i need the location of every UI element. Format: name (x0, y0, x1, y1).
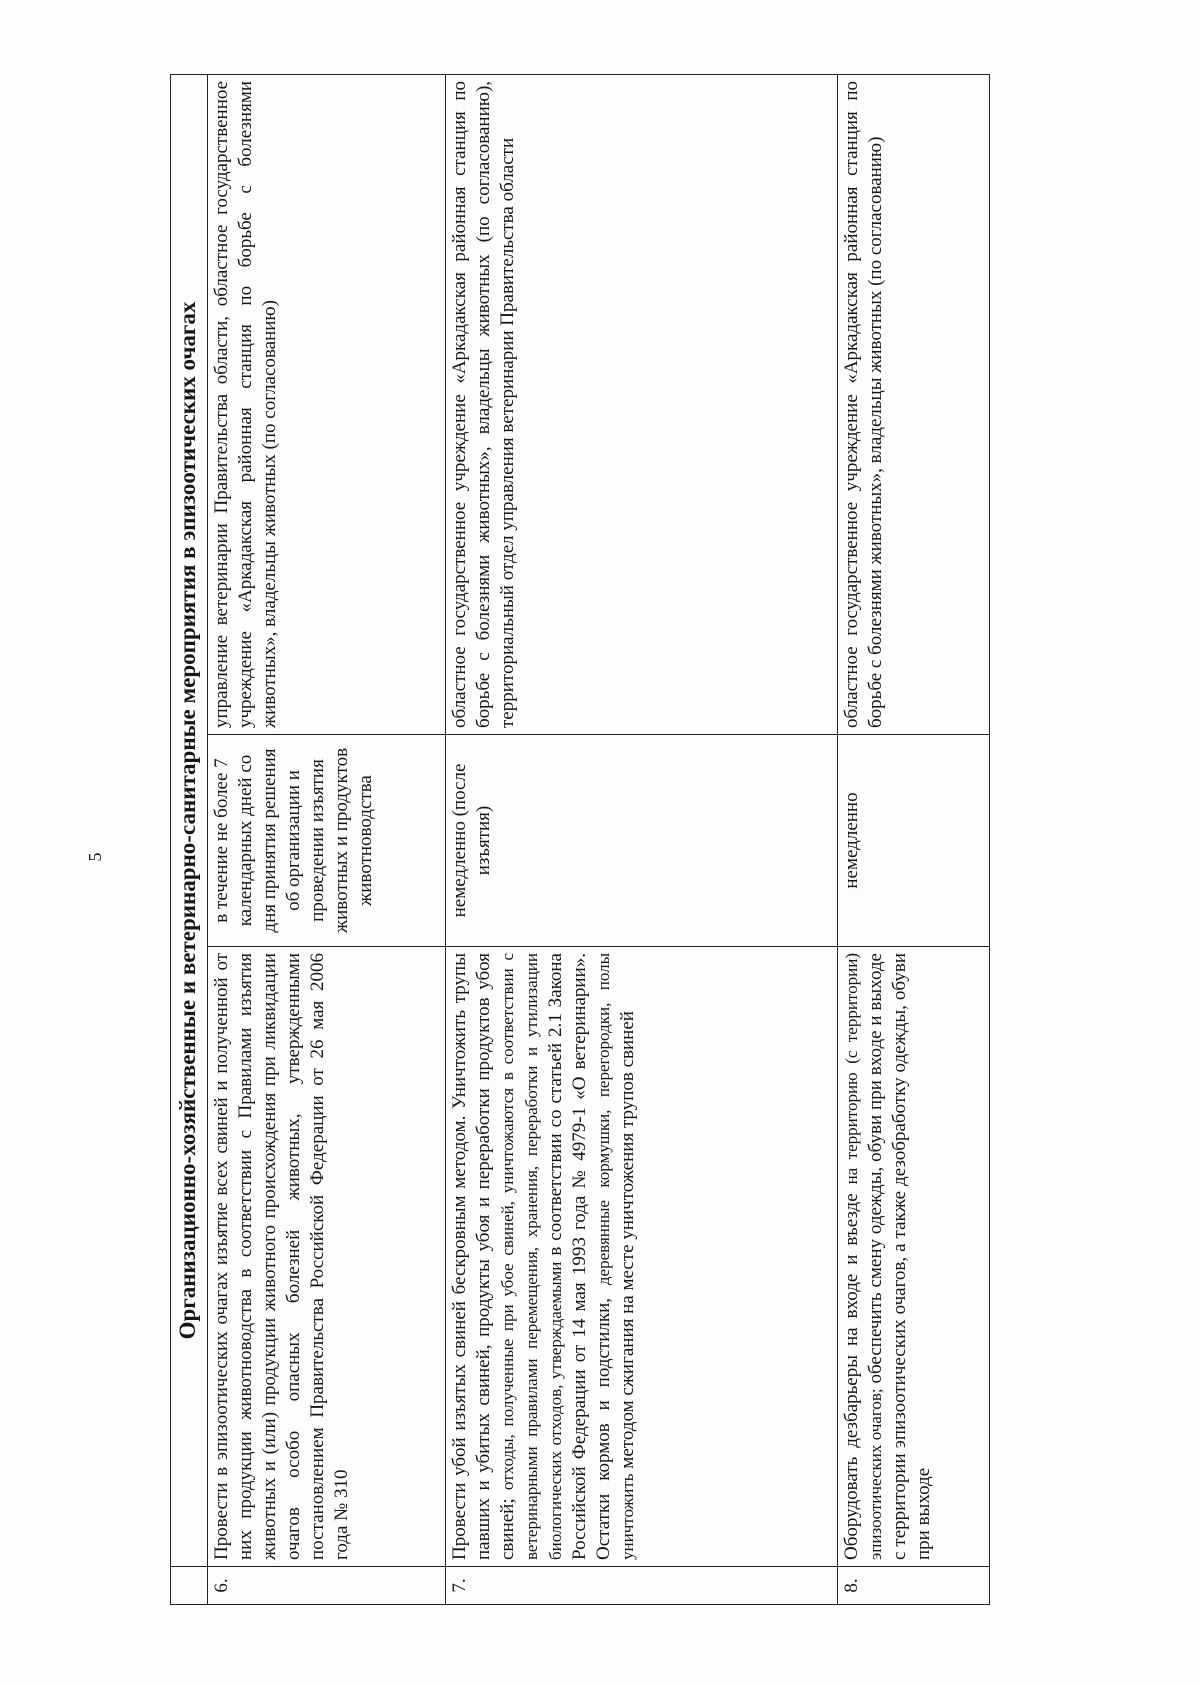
activity-text: в соответствии со статьей 2.1 Закона Российской Федерации от 14 мая 1993 года № 4979-1 «О ветеринарии». Остатки кормов и подстилки, (544, 953, 614, 1560)
responsible-cell: областное государственное учреждение «Аркадакская районная станция по борьбе с болезнями животных», владельцы животных (по согласованию), территориальный отдел управления ветеринарии Правительства области (446, 74, 838, 734)
activity-text: отходы, полученные при убое свиней, уничтожаются в соответствии с ветеринарными правилами перемещения, хранения, переработки и утилизации биологических отходов, утверждаемыми (497, 953, 565, 1560)
activity-text: на территорию (с территории) эпизоотических очагов; (842, 953, 885, 1560)
row-number: 8. (838, 1567, 990, 1605)
activity-text: обеспечить смену одежды, обуви при входе и выходе с территории эпизоотических очагов, а также дезобработку одежды, обуви при выходе (864, 953, 934, 1560)
measures-table-container (170, 75, 990, 1605)
activity-cell: Провести в эпизоотических очагах изъятие всех свиней и полученной от них продукции животноводства в соответствии с Правилами изъятия животных и (или) продукции животного происхождения при ликвидации очагов особо опасных болезней животных, утвержденными постановлением Правительства Российской Федерации от 26 мая 2006 года № 310 (208, 947, 446, 1567)
activity-text: методом сжигания на месте уничтожения трупов свиней (616, 1011, 638, 1474)
deadline-cell: немедленно (838, 735, 990, 947)
table-row (838, 74, 990, 1604)
responsible-cell: областное государственное учреждение «Аркадакская районная станция по борьбе с болезнями животных», владельцы животных (по согласованию) (838, 74, 990, 734)
activity-text: Оборудовать дезбарьеры на входе и въезде (841, 1184, 862, 1560)
row-number: 7. (446, 1567, 838, 1605)
deadline-cell: в течение не более 7 календарных дней со дня принятия решения об организации и проведении изъятия животных и продуктов животноводства (208, 735, 446, 947)
activity-cell (446, 947, 838, 1567)
table-row (208, 74, 446, 1604)
activity-text: деревянные кормушки, перегородки, полы уничтожить (593, 952, 637, 1560)
deadline-cell: немедленно (после изъятия) (446, 735, 838, 947)
section-title: Организационно-хозяйственные и ветеринарно-санитарные мероприятия в эпизоотических очагах (171, 74, 208, 1566)
activity-text: Провести убой изъятых свиней бескровным методом. Уничтожить трупы павших и убитых свиней, продукты убоя и переработки продуктов убоя свиней; (449, 953, 518, 1560)
activity-cell (838, 947, 990, 1567)
measures-table (170, 74, 990, 1605)
section-header-row (171, 74, 208, 1604)
responsible-cell: управление ветеринарии Правительства области, областное государственное учреждение «Аркадакская районная станция по борьбе с болезнями животных», владельцы животных (по согласованию) (208, 74, 446, 734)
page-number: 5 (85, 852, 105, 862)
row-number: 6. (208, 1567, 446, 1605)
section-header-num-cell (171, 1567, 208, 1605)
table-row (446, 74, 838, 1604)
